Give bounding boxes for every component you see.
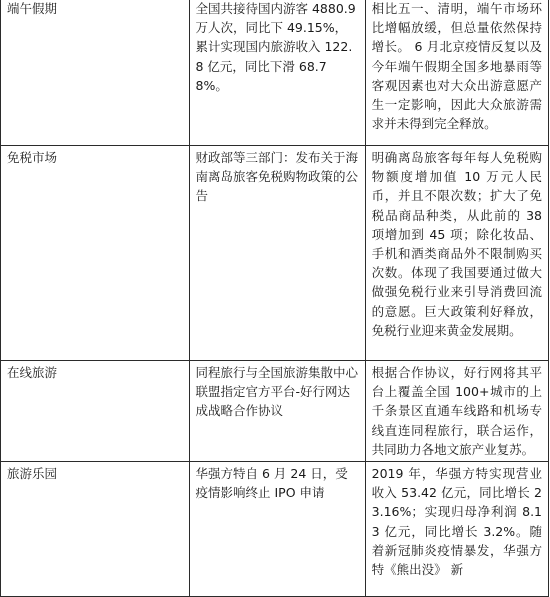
sector-cell: 旅游乐园 (1, 462, 190, 597)
sector-cell: 免税市场 (1, 146, 190, 361)
event-cell: 全国共接待国内游客 4880.9 万人次，同比下 49.15%，累计实现国内旅游收入 122.8 亿元，同比下滑 68.78%。 (189, 0, 365, 146)
comment-cell: 2019 年，华强方特实现营业收入 53.42 亿元，同比增长 23.16%；实现归母净利润 8.13 亿元，同比增长 3.2%。随着新冠肺炎疫情暴发，华强方特《熊出没》 新 (365, 462, 548, 597)
event-cell: 财政部等三部门：发布关于海南离岛旅客免税购物政策的公告 (189, 146, 365, 361)
sector-cell: 在线旅游 (1, 361, 190, 462)
table-row (1, 462, 549, 597)
event-cell: 华强方特自 6 月 24 日，受疫情影响终止 IPO 申请 (189, 462, 365, 597)
table-row (1, 0, 549, 146)
comment-cell: 明确离岛旅客每年每人免税购物额度增加值 10 万元人民币，并且不限次数；扩大了免税品商品种类，从此前的 38 项增加到 45 项；除化妆品、手机和酒类商品外不限制购买次数。体现了我国要通过做大做强免税行业来引导消费回流的意愿。巨大政策利好释放，免税行业迎来黄金发展期。 (365, 146, 548, 361)
table-row (1, 146, 549, 361)
comment-cell: 相比五一、清明，端午市场环比增幅放缓，但总量依然保持增长。 6 月北京疫情反复以及今年端午假期全国多地暴雨等客观因素也对大众出游意愿产生一定影响，因此大众旅游需求并未得到完全释放。 (365, 0, 548, 146)
sector-cell: 端午假期 (1, 0, 190, 146)
event-cell: 同程旅行与全国旅游集散中心联盟指定官方平台-好行网达成战略合作协议 (189, 361, 365, 462)
table-row (1, 361, 549, 462)
comment-cell: 根据合作协议，好行网将其平台上覆盖全国 100+城市的上千条景区直通车线路和机场专线直连同程旅行，联合运作，共同助力各地文旅产业复苏。 (365, 361, 548, 462)
